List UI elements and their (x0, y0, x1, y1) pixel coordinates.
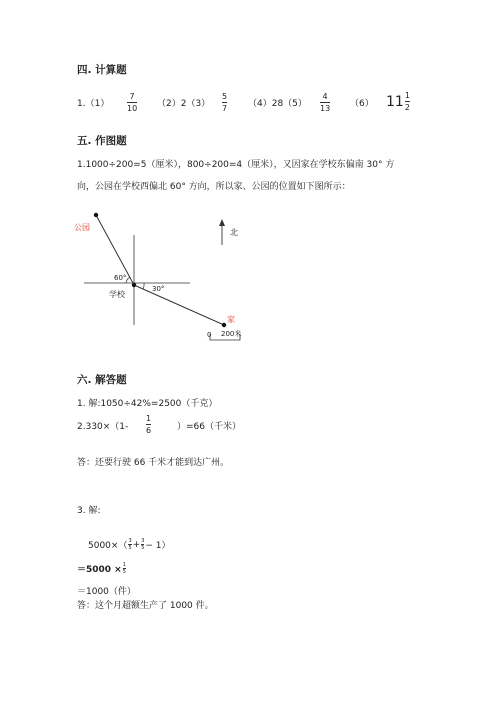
plus-sign: + (132, 539, 141, 550)
expression-start: 5000×（ (88, 541, 128, 551)
mixed-whole: 11 (386, 93, 404, 110)
section-6-title: 六. 解答题 (77, 374, 127, 386)
section-5-line-2: 向，公园在学校西偏北 60° 方向，所以家、公园的位置如下图所示： (77, 182, 351, 192)
school-label: 学校 (109, 290, 125, 299)
solution-1-line: 1. 解:1050÷42%=2500（千克） (77, 399, 218, 409)
expression-end: − 1） (145, 541, 171, 551)
scale-distance-label: 200米 (221, 330, 242, 338)
fraction-numerator: 7 (129, 92, 135, 101)
answer-5-fraction (320, 92, 330, 113)
fraction-numerator: 3 (128, 538, 132, 544)
q4-q5-label: （4）28（5） (248, 99, 307, 109)
solution-3-expression-2 (77, 562, 127, 575)
expression-start: ＝5000 × (77, 565, 122, 575)
solution-2-fraction (146, 414, 151, 435)
school-point (132, 283, 136, 287)
solution-2-line-end: ）=66（千米） (177, 422, 241, 432)
answer-3-text: 答：这个月超额生产了 1000 件。 (77, 601, 214, 611)
angle-60-label: 60° (114, 274, 127, 282)
section-5-line-1: 1.1000÷200=5（厘米），800÷200=4（厘米），又因家在学校东偏南 30° 方 (77, 160, 395, 170)
home-point (222, 323, 226, 327)
fraction-bar (127, 102, 137, 103)
fraction-denominator: 2 (404, 103, 410, 112)
expression-fraction-1 (128, 538, 131, 551)
scale-zero-label: 0 (207, 331, 212, 339)
home-label: 家 (227, 315, 235, 324)
answer-1-fraction (127, 92, 137, 113)
mixed-fraction (405, 91, 410, 112)
fraction-bar (405, 101, 410, 102)
solution-3-result: ＝1000（件） (77, 587, 136, 597)
q1-label: 1.（1） (77, 99, 110, 109)
angle-60-arc (126, 277, 130, 283)
section-4-title: 四. 计算题 (77, 64, 127, 76)
school-to-home-line (134, 285, 224, 325)
fraction-denominator: 13 (320, 104, 331, 113)
fraction-denominator: 7 (222, 104, 228, 113)
north-label: 北 (230, 228, 238, 237)
fraction-denominator: 5 (141, 545, 145, 551)
fraction-numerator: 1 (146, 414, 152, 423)
solution-2-line-start: 2.330×（1- (77, 422, 129, 432)
angle-30-arc (143, 283, 144, 289)
fraction-denominator: 10 (127, 104, 138, 113)
q2-q3-label: （2）2（3） (157, 99, 211, 109)
north-arrow-icon (219, 219, 225, 226)
park-point (94, 213, 98, 217)
solution-3-label: 3. 解: (77, 506, 101, 516)
fraction-bar (146, 424, 151, 425)
expression-fraction (123, 562, 126, 575)
fraction-denominator: 5 (122, 569, 126, 575)
section-5-title: 五. 作图题 (77, 135, 127, 147)
position-diagram (74, 205, 249, 343)
angle-30-label: 30° (152, 285, 165, 293)
fraction-numerator: 5 (222, 92, 228, 101)
fraction-bar (222, 102, 227, 103)
fraction-numerator: 4 (322, 92, 328, 101)
fraction-numerator: 3 (141, 538, 145, 544)
answer-2-text: 答：还要行驶 66 千米才能到达广州。 (77, 458, 230, 468)
fraction-numerator: 1 (122, 562, 126, 568)
answer-3-fraction (222, 92, 227, 113)
answer-6-mixed-number (386, 91, 410, 112)
expression-fraction-2 (141, 538, 144, 551)
q6-label: （6） (350, 99, 374, 109)
fraction-denominator: 6 (146, 426, 152, 435)
fraction-numerator: 1 (404, 91, 410, 100)
fraction-bar (320, 102, 330, 103)
solution-3-expression-1 (88, 538, 171, 551)
fraction-denominator: 5 (128, 545, 132, 551)
park-label: 公园 (74, 223, 90, 232)
